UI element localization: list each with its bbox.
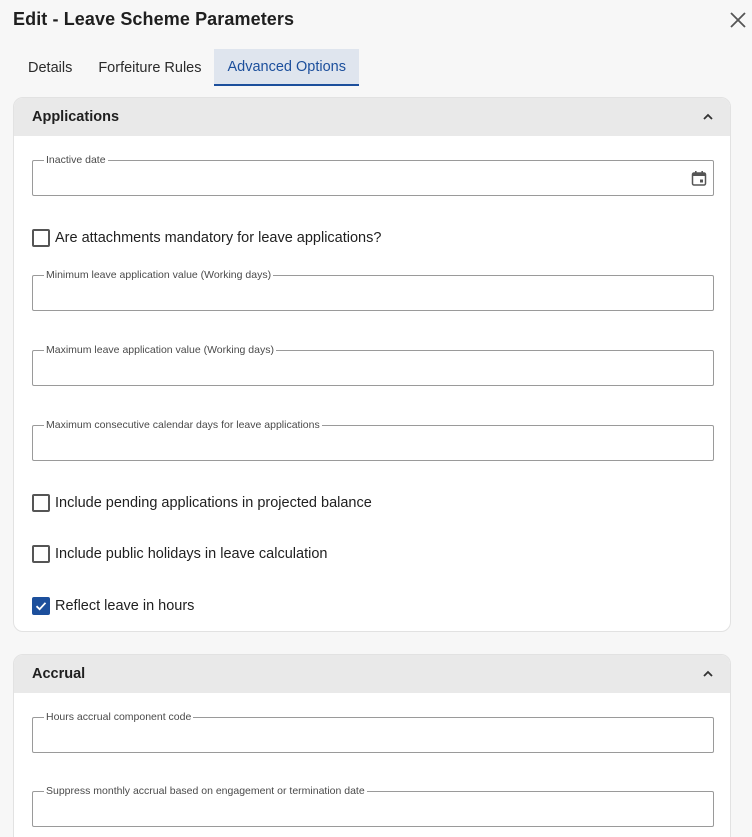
include-pending-row[interactable] [32,494,372,512]
suppress-monthly-accrual-field[interactable] [32,785,714,827]
calendar-icon[interactable] [691,170,707,186]
max-application-value-field[interactable] [32,344,714,386]
inactive-date-label: Inactive date [46,154,106,166]
include-holidays-label: Include public holidays in leave calculation [55,546,328,562]
include-holidays-checkbox[interactable] [32,545,50,563]
close-icon[interactable] [728,10,748,30]
dialog-title: Edit - Leave Scheme Parameters [13,9,295,29]
min-application-value-field[interactable] [32,269,714,311]
checkmark-icon [35,600,47,612]
include-pending-checkbox[interactable] [32,494,50,512]
max-consecutive-days-label: Maximum consecutive calendar days for leave applications [46,419,320,431]
tab-bar [15,49,359,86]
tab-advanced-options[interactable]: Advanced Options [214,49,359,86]
attachments-mandatory-row[interactable] [32,229,381,247]
attachments-mandatory-label: Are attachments mandatory for leave applications? [55,230,382,246]
inactive-date-field[interactable] [32,154,714,196]
min-application-value-label: Minimum leave application value (Working days) [46,269,272,281]
hours-accrual-code-label: Hours accrual component code [46,711,192,723]
tab-forfeiture-rules[interactable]: Forfeiture Rules [98,59,202,76]
inactive-date-input[interactable] [33,161,713,195]
applications-panel-title: Applications [32,109,120,125]
include-pending-label: Include pending applications in projected balance [55,495,372,511]
reflect-hours-label: Reflect leave in hours [55,598,195,614]
include-holidays-row[interactable] [32,545,327,563]
applications-panel-header[interactable] [14,98,730,136]
reflect-hours-checkbox[interactable] [32,597,50,615]
chevron-up-icon[interactable] [702,668,714,680]
reflect-hours-row[interactable] [32,597,194,615]
chevron-up-icon[interactable] [702,111,714,123]
accrual-panel-title: Accrual [32,666,86,682]
accrual-panel [13,654,731,837]
suppress-monthly-accrual-label: Suppress monthly accrual based on engagement or termination date [46,785,365,797]
max-consecutive-days-field[interactable] [32,419,714,461]
tab-details[interactable]: Details [28,59,73,76]
hours-accrual-code-field[interactable] [32,711,714,753]
accrual-panel-header[interactable] [14,655,730,693]
applications-panel [13,97,731,632]
attachments-mandatory-checkbox[interactable] [32,229,50,247]
max-application-value-label: Maximum leave application value (Working days) [46,344,274,356]
